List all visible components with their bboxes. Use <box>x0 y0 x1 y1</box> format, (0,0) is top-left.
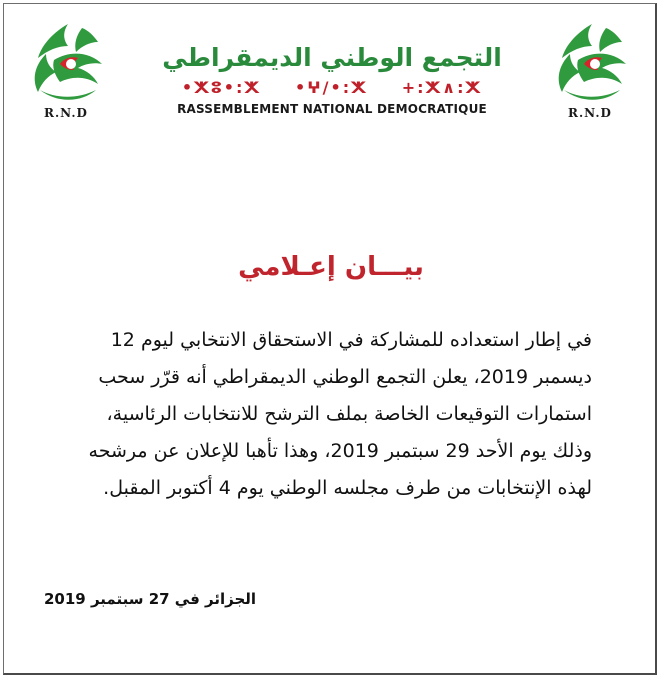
body-line: في إطار استعداده للمشاركة في الاستحقاق الانتخابي ليوم 12 <box>110 329 592 351</box>
rnd-emblem-icon <box>548 20 632 106</box>
body-line: لهذه الإنتخابات من طرف مجلسه الوطني يوم 4 أكتوبر المقبل. <box>103 477 592 499</box>
tifinagh-word: •ⵖ/•:ⵅ <box>295 78 368 97</box>
document-page <box>3 3 657 675</box>
place-and-date: الجزائر في 27 سبتمبر 2019 <box>44 590 257 608</box>
rnd-emblem-icon <box>24 20 108 106</box>
tifinagh-word: +:ⵅ∧:ⵅ <box>401 78 483 97</box>
party-logo-right <box>548 20 632 124</box>
letterhead <box>154 42 510 116</box>
logo-caption: R.N.D <box>568 106 612 120</box>
logo-caption: R.N.D <box>44 106 88 120</box>
tifinagh-word: •ⵅⵓ•:ⵅ <box>181 78 261 97</box>
party-name-tifinagh <box>154 78 510 98</box>
party-name-french: RASSEMBLEMENT NATIONAL DEMOCRATIQUE <box>177 102 487 116</box>
body-line: ديسمبر 2019، يعلن التجمع الوطني الديمقراطي أنه قرّر سحب <box>98 366 592 388</box>
party-logo-left <box>24 20 108 124</box>
body-line: استمارات التوقيعات الخاصة بملف الترشح للانتخابات الرئاسية، <box>106 403 592 425</box>
document-body <box>44 322 592 507</box>
body-line: وذلك يوم الأحد 29 سبتمبر 2019، وهذا تأهبا للإعلان عن مرشحه <box>88 440 592 462</box>
party-name-arabic: التجمع الوطني الديمقراطي <box>162 43 502 72</box>
document-title: بيـــان إعـلامي <box>238 252 424 282</box>
